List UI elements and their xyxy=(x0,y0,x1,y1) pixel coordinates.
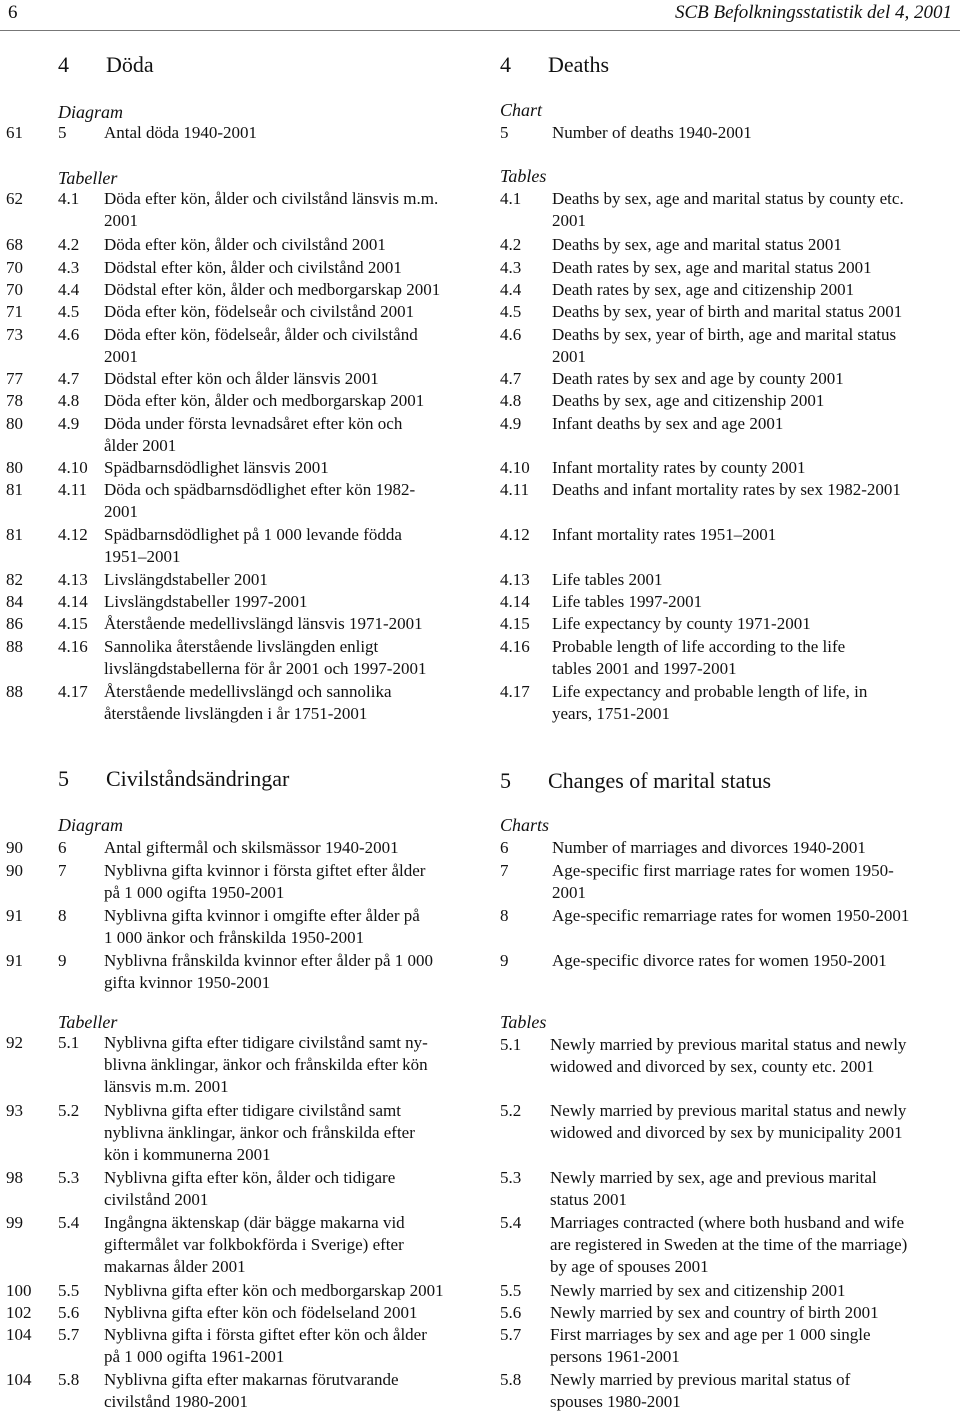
item-title: Infant deaths by sex and age 2001 xyxy=(552,414,784,433)
section-title: Deaths xyxy=(548,52,610,77)
item-title: Deaths by sex, year of birth and marital status 2001 xyxy=(552,302,903,321)
item-number: 5.7 xyxy=(58,1325,80,1344)
item-title: Deaths by sex, year of birth, age and marital status xyxy=(552,325,897,344)
item-title-cont: tables 2001 and 1997-2001 xyxy=(552,659,737,678)
item-number: 4.7 xyxy=(500,369,522,388)
item-title: Infant mortality rates 1951–2001 xyxy=(552,525,777,544)
item-title-cont: 2001 xyxy=(552,883,586,902)
item-title: Age-specific remarriage rates for women 1950-2001 xyxy=(552,906,910,925)
item-title: Nyblivna gifta i första giftet efter kön och ålder xyxy=(104,1325,427,1344)
item-title-cont: status 2001 xyxy=(550,1190,627,1209)
item-number: 9 xyxy=(58,951,67,970)
item-number: 4.11 xyxy=(58,480,88,499)
item-title: Number of marriages and divorces 1940-2001 xyxy=(552,838,866,857)
item-title-cont: giftermålet var folkbokförda i Sverige) efter xyxy=(104,1235,404,1254)
item-title-cont: 2001 xyxy=(104,502,138,521)
item-title: Newly married by sex, age and previous marital xyxy=(550,1168,877,1187)
item-number: 4.15 xyxy=(58,614,88,633)
item-title: Livslängdstabeller 2001 xyxy=(104,570,268,589)
item-number: 6 xyxy=(500,838,509,857)
item-title: Döda efter kön, ålder och medborgarskap 2001 xyxy=(104,391,425,410)
item-number: 4.6 xyxy=(500,325,522,344)
item-title: Probable length of life according to the life xyxy=(552,637,846,656)
item-title-cont: blivna änklingar, änkor och frånskilda efter kön xyxy=(104,1055,428,1074)
page-ref: 92 xyxy=(6,1033,23,1052)
item-title: Deaths by sex, age and citizenship 2001 xyxy=(552,391,825,410)
section-number: 5 xyxy=(58,766,69,791)
page-ref: 90 xyxy=(6,838,23,857)
item-title: Age-specific first marriage rates for women 1950- xyxy=(552,861,894,880)
item-title: Life expectancy by county 1971-2001 xyxy=(552,614,811,633)
page-ref: 91 xyxy=(6,951,23,970)
item-title-cont: 2001 xyxy=(552,211,586,230)
tables-heading-en: Tables xyxy=(500,166,547,186)
charts-heading-en: Charts xyxy=(500,815,550,835)
item-title: Newly married by sex and citizenship 2001 xyxy=(550,1281,846,1300)
item-title: Death rates by sex, age and marital status 2001 xyxy=(552,258,872,277)
item-title: Life tables 2001 xyxy=(552,570,663,589)
header-rule xyxy=(0,30,960,31)
section-4-heading-en xyxy=(500,52,609,78)
item-number: 4.12 xyxy=(500,525,530,544)
charts-heading-sv: Diagram xyxy=(58,102,124,122)
item-title: Death rates by sex and age by county 2001 xyxy=(552,369,844,388)
page-ref: 90 xyxy=(6,861,23,880)
item-number: 4.13 xyxy=(58,570,88,589)
item-title-cont: 1 000 änkor och frånskilda 1950-2001 xyxy=(104,928,365,947)
item-title: Nyblivna gifta efter kön, ålder och tidigare xyxy=(104,1168,396,1187)
item-number: 4.5 xyxy=(500,302,522,321)
page-ref: 102 xyxy=(6,1303,32,1322)
item-number: 5.4 xyxy=(500,1213,522,1232)
item-number: 4.10 xyxy=(500,458,530,477)
running-title: SCB Befolkningsstatistik del 4, 2001 xyxy=(674,2,952,23)
item-title: Livslängdstabeller 1997-2001 xyxy=(104,592,308,611)
item-title-cont: makarnas ålder 2001 xyxy=(104,1257,246,1276)
page-ref: 77 xyxy=(6,369,23,388)
item-title: Döda efter kön, ålder och civilstånd länsvis m.m. xyxy=(104,189,439,208)
item-title: Sannolika återstående livslängden enligt xyxy=(104,637,379,656)
item-title: Nyblivna gifta kvinnor i omgifte efter ålder på xyxy=(104,906,420,925)
page-ref: 93 xyxy=(6,1101,23,1120)
item-title: Deaths by sex, age and marital status 2001 xyxy=(552,235,842,254)
item-title: Death rates by sex, age and citizenship 2001 xyxy=(552,280,855,299)
item-title: Spädbarnsdödlighet på 1 000 levande födda xyxy=(104,525,402,544)
item-title: Newly married by previous marital status and newly xyxy=(550,1035,907,1054)
item-title: Återstående medellivslängd länsvis 1971-2001 xyxy=(104,614,423,633)
item-title: Dödstal efter kön, ålder och civilstånd 2001 xyxy=(104,258,402,277)
item-number: 4.8 xyxy=(500,391,522,410)
item-title-cont: civilstånd 1980-2001 xyxy=(104,1392,249,1411)
page-ref: 88 xyxy=(6,637,23,656)
section-title: Döda xyxy=(106,52,154,77)
page-ref: 81 xyxy=(6,525,23,544)
item-number: 4.8 xyxy=(58,391,80,410)
item-number: 4.6 xyxy=(58,325,80,344)
item-title-cont: years, 1751-2001 xyxy=(552,704,671,723)
page-ref: 86 xyxy=(6,614,23,633)
page-ref: 104 xyxy=(6,1370,32,1389)
item-number: 4.4 xyxy=(58,280,80,299)
item-number: 4.17 xyxy=(58,682,88,701)
item-title: Döda efter kön, födelseår, ålder och civilstånd xyxy=(104,325,418,344)
item-title: Nyblivna gifta efter tidigare civilstånd samt ny- xyxy=(104,1033,428,1052)
item-title-cont: nyblivna änklingar, änkor och frånskilda efter xyxy=(104,1123,415,1142)
page-ref: 98 xyxy=(6,1168,23,1187)
item-title: Nyblivna frånskilda kvinnor efter ålder på 1 000 xyxy=(104,951,434,970)
page-ref: 80 xyxy=(6,414,23,433)
item-title: Life tables 1997-2001 xyxy=(552,592,703,611)
item-title: Dödstal efter kön och ålder länsvis 2001 xyxy=(104,369,379,388)
item-number: 4.1 xyxy=(58,189,80,208)
tables-heading-en: Tables xyxy=(500,1012,547,1032)
item-number: 4.17 xyxy=(500,682,530,701)
item-number: 5.6 xyxy=(500,1303,522,1322)
item-title: Ingångna äktenskap (där bägge makarna vid xyxy=(104,1213,405,1232)
item-title: Dödstal efter kön, ålder och medborgarskap 2001 xyxy=(104,280,441,299)
item-title-cont: are registered in Sweden at the time of the marriage) xyxy=(550,1235,908,1254)
tables-heading-sv: Tabeller xyxy=(58,1012,118,1032)
item-number: 5.1 xyxy=(58,1033,80,1052)
item-number: 5.5 xyxy=(500,1281,522,1300)
item-number: 4.10 xyxy=(58,458,88,477)
item-title: Age-specific divorce rates for women 1950-2001 xyxy=(552,951,887,970)
item-number: 5.8 xyxy=(58,1370,80,1389)
item-title-cont: 2001 xyxy=(104,211,138,230)
charts-heading-en: Chart xyxy=(500,100,543,120)
item-number: 5.2 xyxy=(58,1101,80,1120)
item-title: Nyblivna gifta efter kön och medborgarskap 2001 xyxy=(104,1281,444,1300)
item-title: Döda efter kön, ålder och civilstånd 2001 xyxy=(104,235,386,254)
item-title: Återstående medellivslängd och sannolika xyxy=(104,682,392,701)
page-ref: 91 xyxy=(6,906,23,925)
item-title: First marriages by sex and age per 1 000 single xyxy=(550,1325,871,1344)
item-number: 4.4 xyxy=(500,280,522,299)
item-number: 4.1 xyxy=(500,189,522,208)
item-title: Infant mortality rates by county 2001 xyxy=(552,458,806,477)
item-number: 4.2 xyxy=(500,235,522,254)
section-5-heading-sv xyxy=(58,766,289,792)
item-title-cont: på 1 000 ogifta 1961-2001 xyxy=(104,1347,285,1366)
item-title: Nyblivna gifta efter tidigare civilstånd samt xyxy=(104,1101,401,1120)
item-title: Antal döda 1940-2001 xyxy=(104,123,257,142)
item-number: 4.13 xyxy=(500,570,530,589)
page-ref: 84 xyxy=(6,592,23,611)
item-title: Nyblivna gifta efter kön och födelseland 2001 xyxy=(104,1303,418,1322)
item-number: 4.9 xyxy=(58,414,80,433)
section-4-heading-sv xyxy=(58,52,154,78)
item-title-cont: 2001 xyxy=(552,347,586,366)
item-number: 4.5 xyxy=(58,302,80,321)
item-title-cont: civilstånd 2001 xyxy=(104,1190,209,1209)
item-number: 5.3 xyxy=(58,1168,80,1187)
item-title: Spädbarnsdödlighet länsvis 2001 xyxy=(104,458,329,477)
item-number: 4.7 xyxy=(58,369,80,388)
item-title: Döda och spädbarnsdödlighet efter kön 1982- xyxy=(104,480,416,499)
item-title: Newly married by sex and country of birth 2001 xyxy=(550,1303,879,1322)
item-title-cont: by age of spouses 2001 xyxy=(550,1257,709,1276)
page-ref: 100 xyxy=(6,1281,32,1300)
item-title-cont: på 1 000 ogifta 1950-2001 xyxy=(104,883,285,902)
section-title: Changes of marital status xyxy=(548,768,772,793)
section-number: 4 xyxy=(58,52,69,77)
tables-heading-sv: Tabeller xyxy=(58,168,118,188)
item-number: 5.6 xyxy=(58,1303,80,1322)
page-ref: 81 xyxy=(6,480,23,499)
page-ref: 99 xyxy=(6,1213,23,1232)
item-title: Antal giftermål och skilsmässor 1940-2001 xyxy=(104,838,399,857)
page-ref: 80 xyxy=(6,458,23,477)
item-title-cont: persons 1961-2001 xyxy=(550,1347,680,1366)
item-title-cont: 2001 xyxy=(104,347,138,366)
page-ref: 82 xyxy=(6,570,23,589)
page-number: 6 xyxy=(8,2,18,23)
item-number: 4.15 xyxy=(500,614,530,633)
item-title: Nyblivna gifta kvinnor i första giftet efter ålder xyxy=(104,861,426,880)
section-number: 5 xyxy=(500,768,511,793)
item-title-cont: gifta kvinnor 1950-2001 xyxy=(104,973,271,992)
page-header xyxy=(0,2,960,30)
item-number: 5 xyxy=(500,123,509,142)
item-number: 5.5 xyxy=(58,1281,80,1300)
item-number: 5.3 xyxy=(500,1168,522,1187)
page-ref: 61 xyxy=(6,123,23,142)
item-number: 4.3 xyxy=(500,258,522,277)
section-title: Civilståndsändringar xyxy=(106,766,290,791)
charts-heading-sv: Diagram xyxy=(58,815,124,835)
item-number: 4.16 xyxy=(58,637,88,656)
item-number: 5.2 xyxy=(500,1101,522,1120)
item-title-cont: 1951–2001 xyxy=(104,547,181,566)
page-ref: 62 xyxy=(6,189,23,208)
item-number: 4.14 xyxy=(500,592,530,611)
item-number: 4.11 xyxy=(500,480,530,499)
item-title-cont: kön i kommunerna 2001 xyxy=(104,1145,271,1164)
item-title-cont: länsvis m.m. 2001 xyxy=(104,1077,229,1096)
item-title: Newly married by previous marital status and newly xyxy=(550,1101,907,1120)
item-number: 4.9 xyxy=(500,414,522,433)
item-number: 5.1 xyxy=(500,1035,522,1054)
item-title: Döda efter kön, födelseår och civilstånd 2001 xyxy=(104,302,415,321)
item-title: Döda under första levnadsåret efter kön och xyxy=(104,414,403,433)
item-number: 4.3 xyxy=(58,258,80,277)
item-number: 7 xyxy=(500,861,509,880)
page-ref: 70 xyxy=(6,280,23,299)
item-number: 9 xyxy=(500,951,509,970)
item-number: 4.12 xyxy=(58,525,88,544)
item-title: Nyblivna gifta efter makarnas förutvarande xyxy=(104,1370,399,1389)
item-title-cont: spouses 1980-2001 xyxy=(550,1392,681,1411)
page-ref: 73 xyxy=(6,325,23,344)
item-title: Newly married by previous marital status of xyxy=(550,1370,851,1389)
item-number: 6 xyxy=(58,838,67,857)
item-number: 8 xyxy=(500,906,509,925)
item-title-cont: återstående livslängden i år 1751-2001 xyxy=(104,704,368,723)
item-title: Deaths and infant mortality rates by sex 1982-2001 xyxy=(552,480,901,499)
item-title-cont: livslängdstabellerna för år 2001 och 1997-2001 xyxy=(104,659,427,678)
section-5-heading-en xyxy=(500,768,771,794)
item-number: 5.7 xyxy=(500,1325,522,1344)
item-title: Marriages contracted (where both husband and wife xyxy=(550,1213,905,1232)
item-number: 4.14 xyxy=(58,592,88,611)
item-title: Life expectancy and probable length of life, in xyxy=(552,682,868,701)
item-number: 8 xyxy=(58,906,67,925)
item-title-cont: ålder 2001 xyxy=(104,436,177,455)
item-number: 7 xyxy=(58,861,67,880)
item-number: 5 xyxy=(58,123,67,142)
item-title: Deaths by sex, age and marital status by county etc. xyxy=(552,189,904,208)
page-ref: 88 xyxy=(6,682,23,701)
item-number: 4.2 xyxy=(58,235,80,254)
page-ref: 71 xyxy=(6,302,23,321)
page-ref: 68 xyxy=(6,235,23,254)
page-ref: 78 xyxy=(6,391,23,410)
section-number: 4 xyxy=(500,52,511,77)
page-ref: 70 xyxy=(6,258,23,277)
item-number: 5.8 xyxy=(500,1370,522,1389)
item-number: 4.16 xyxy=(500,637,530,656)
item-number: 5.4 xyxy=(58,1213,80,1232)
page-ref: 104 xyxy=(6,1325,32,1344)
item-title-cont: widowed and divorced by sex by municipality 2001 xyxy=(550,1123,903,1142)
item-title: Number of deaths 1940-2001 xyxy=(552,123,752,142)
item-title-cont: widowed and divorced by sex, county etc. 2001 xyxy=(550,1057,875,1076)
